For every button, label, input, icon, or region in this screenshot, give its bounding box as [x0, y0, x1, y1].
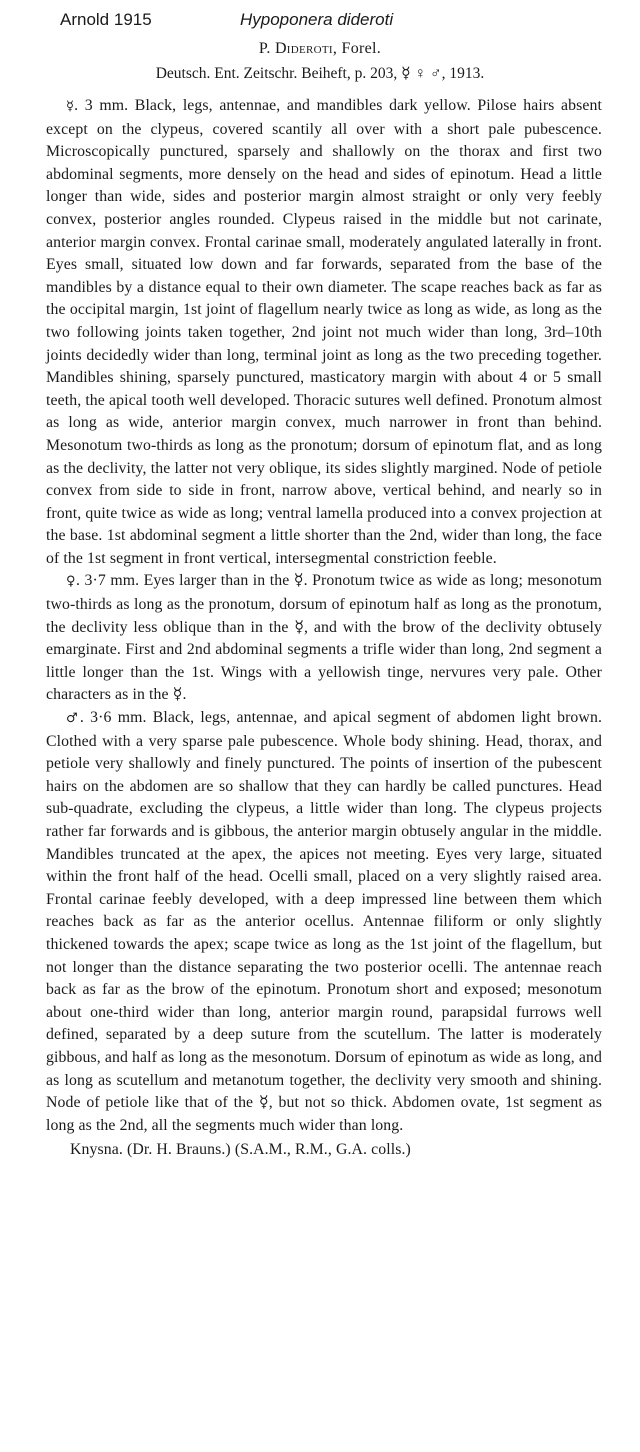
- male-paragraph: [46, 707, 602, 1137]
- male-text: . 3·6 mm. Black, legs, antennae, and apical segment of abdomen light brown. Clothed with a very sparse pale pubescence. Whole body shining. Head, thorax, and petiole very shallowly and finely punctured. The points of insertion of the pubescent hairs on the abdomen are so shallow that they can hardly be called punctures. Head sub-quadrate, excluding the clypeus, a little wider than long. The clypeus projects rather far forwards and is gibbous, the anterior margin obtusely angular in the middle. Mandibles truncated at the apex, the apices not meeting. Eyes very large, situated within the front half of the head. Ocelli small, placed on a very slightly raised area. Frontal carinae feebly developed, with a deep impressed line between them which reaches back as far as the anterior ocellus. Antennae filiform or only slightly thickened towards the apex; scape twice as long as the 1st joint of the flagellum, but not longer than the distance separating the two posterior ocelli. The antennae reach back as far as the brow of the epinotum. Pronotum short and exposed; mesonotum about one-third wider than long, anterior margin round, parapsidal furrows well defined, separated by a deep suture from the scutellum. The latter is moderately gibbous, and half as long as the mesonotum. Dorsum of epinotum as wide as long, and as long as scutellum and metanotum together, the declivity very smooth and shining. Node of petiole like that of the ☿, but not so thick. Abdomen ovate, 1st segment as long as the 2nd, all the segments much wider than long.: [46, 709, 602, 1134]
- running-header: [60, 8, 620, 32]
- queen-text: . 3·7 mm. Eyes larger than in the ☿. Pronotum twice as wide as long; mesonotum two-thirds as long as the pronotum, dorsum of epinotum half as long as the pronotum, the declivity less oblique than in the ☿, and with the brow of the declivity obtusely emarginate. First and 2nd abdominal segments a trifle wider than long, 2nd segment a little longer than the 1st. Wings with a yellowish tinge, nervures very pale. Other characters as in the ☿.: [46, 572, 602, 704]
- taxon-title: [0, 40, 640, 58]
- genus-abbrev: P.: [258, 40, 271, 57]
- citation: Deutsch. Ent. Zeitschr. Beiheft, p. 203, ☿ ♀ ♂, 1913.: [155, 65, 485, 82]
- description-body: [46, 95, 602, 1162]
- species-name: Dideroti: [274, 40, 333, 57]
- authority: , Forel.: [332, 40, 382, 57]
- queen-paragraph: [46, 570, 602, 707]
- author-year: Arnold 1915: [60, 10, 152, 29]
- worker-symbol: ☿: [66, 99, 75, 114]
- species-heading: Hypoponera dideroti: [240, 10, 394, 29]
- locality-line: Knysna. (Dr. H. Brauns.) (S.A.M., R.M., G.A. colls.): [70, 1141, 411, 1159]
- male-symbol: ♂: [66, 711, 80, 727]
- queen-symbol: ♀: [66, 574, 77, 590]
- worker-text: . 3 mm. Black, legs, antennae, and mandibles dark yellow. Pilose hairs absent except on the clypeus, covered scantily all over with a short pale pubescence. Microscopically punctured, sparsely and shallowly on the thorax and first two abdominal segments, more densely on the head and sides of epinotum. Head a little longer than wide, sides and posterior margin almost straight or only very feebly convex, posterior angles rounded. Clypeus raised in the middle but not carinate, anterior margin convex. Frontal carinae small, moderately angulated laterally in front. Eyes small, situated low down and far forwards, separated from the base of the mandibles by a distance equal to their own diameter. The scape reaches back as far as the occipital margin, 1st joint of flagellum nearly twice as long as wide, as long as the two following joints taken together, 2nd joint not much wider than long, 3rd–10th joints decidedly wider than long, terminal joint as long as the two preceding together. Mandibles shining, sparsely punctured, masticatory margin with about 4 or 5 small teeth, the apical tooth well developed. Thoracic sutures well defined. Pronotum almost as long as wide, anterior margin convex, much narrower in front than behind. Mesonotum two-thirds as long as the pronotum; dorsum of epinotum flat, and as long as the declivity, the latter not very oblique, its sides slightly margined. Node of petiole convex from side to side in front, narrow above, vertical behind, and nearly so in front, quite twice as wide as long; ventral lamella produced into a convex projection at the base. 1st abdominal segment a little shorter than the 2nd, wider than long, the face of the 1st segment in front vertical, intersegmental constriction feeble.: [46, 97, 602, 567]
- worker-paragraph: [46, 95, 602, 570]
